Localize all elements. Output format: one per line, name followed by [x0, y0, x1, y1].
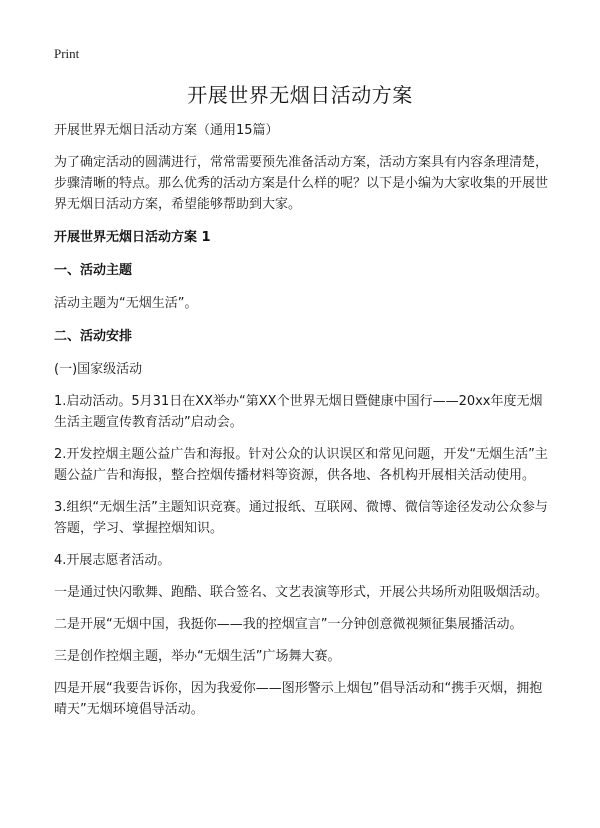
print-link[interactable]: Print: [54, 46, 80, 61]
document-body: [54, 120, 554, 720]
volunteer-item: 四是开展“我要告诉你，因为我爱你——图形警示上烟包”倡导活动和“携手灭烟，拥抱晴天”无烟环境倡导活动。: [54, 681, 543, 717]
volunteer-item: 二是开展“无烟中国，我挺你——我的控烟宣言”一分钟创意微视频征集展播活动。: [54, 617, 523, 632]
plan-heading: 开展世界无烟日活动方案 1: [54, 230, 211, 245]
section-heading-theme: 一、活动主题: [54, 263, 133, 278]
intro-paragraph: 为了确定活动的圆满进行，常常需要预先准备活动方案，活动方案具有内容条理清楚，步骤清晰的特点。那么优秀的活动方案是什么样的呢？以下是小编为大家收集的开展世界无烟日活动方案，希望能够帮助到大家。: [54, 155, 549, 212]
list-item: 3.组织“无烟生活”主题知识竞赛。通过报纸、互联网、微博、微信等途径发动公众参与答题，学习、掌握控烟知识。: [54, 500, 548, 536]
page-title: 开展世界无烟日活动方案: [187, 83, 413, 107]
section-heading-arrangement: 二、活动安排: [54, 329, 133, 344]
volunteer-item: 一是通过快闪歌舞、跑酷、联合签名、文艺表演等形式，开展公共场所劝阻吸烟活动。: [54, 585, 549, 600]
subtitle: 开展世界无烟日活动方案（通用15篇）: [54, 123, 279, 138]
national-activity-label: (一)国家级活动: [54, 362, 143, 377]
list-item: 1.启动活动。5月31日在XX举办“第XX个世界无烟日暨健康中国行——20xx年度无烟生活主题宣传教育活动”启动会。: [54, 394, 543, 430]
volunteer-item: 三是创作控烟主题，举办“无烟生活”广场舞大赛。: [54, 649, 341, 664]
list-item: 4.开展志愿者活动。: [54, 553, 171, 568]
theme-text: 活动主题为“无烟生活”。: [54, 296, 198, 311]
list-item: 2.开发控烟主题公益广告和海报。针对公众的认识误区和常见问题，开发“无烟生活”主题公益广告和海报，整合控烟传播材料等资源，供各地、各机构开展相关活动使用。: [54, 447, 548, 483]
